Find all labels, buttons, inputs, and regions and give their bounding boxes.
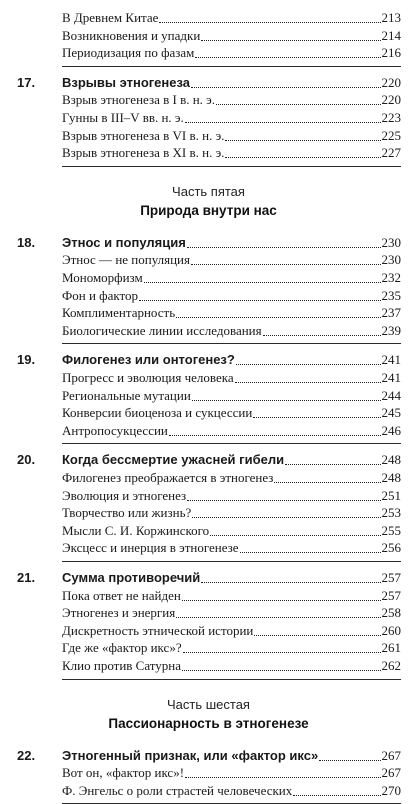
entry-title: Творчество или жизнь? <box>62 505 192 521</box>
toc-entry-row[interactable] <box>0 782 417 800</box>
entry-line <box>62 639 401 657</box>
chapter-title: Сумма противоречий <box>62 570 201 585</box>
entry-line <box>62 587 401 605</box>
entry-line <box>62 127 401 145</box>
entry-title: Дискретность этнической истории <box>62 622 254 638</box>
page-number: 262 <box>381 658 401 673</box>
page-number: 213 <box>381 10 401 25</box>
entry-line <box>62 469 401 487</box>
entry-title: Взрыв этногенеза в VI в. н. э. <box>62 127 225 143</box>
dot-leader <box>176 316 380 318</box>
entry-line <box>62 269 401 287</box>
chapter-number: 21. <box>17 570 36 585</box>
entry-title: Вот он, «фактор икс»! <box>62 765 185 781</box>
section-divider <box>62 166 401 167</box>
page-number: 267 <box>381 747 401 763</box>
dot-leader <box>319 759 380 761</box>
dot-leader <box>225 139 380 141</box>
dot-leader <box>253 416 380 418</box>
entry-title: В Древнем Китае <box>62 10 159 25</box>
dot-leader <box>182 669 380 671</box>
chapter-number: 20. <box>17 452 36 468</box>
dot-leader <box>195 56 380 58</box>
part-title: Природа внутри нас <box>140 202 277 218</box>
toc-entry-row[interactable] <box>0 144 417 162</box>
chapter-title: Взрывы этногенеза <box>62 74 191 90</box>
toc-entry-row[interactable] <box>0 604 417 622</box>
dot-leader <box>192 516 380 518</box>
dot-leader <box>182 599 381 601</box>
dot-leader <box>201 39 380 41</box>
dot-leader <box>293 794 380 796</box>
section-divider <box>62 343 401 344</box>
toc-entry-row[interactable] <box>0 9 417 27</box>
toc-entry-row[interactable] <box>0 91 417 109</box>
page-number: 246 <box>381 422 401 438</box>
page-number: 256 <box>381 540 401 556</box>
section-divider <box>62 561 401 562</box>
entry-title: Взрыв этногенеза в XI в. н. э. <box>62 145 225 161</box>
chapter-number: 17. <box>17 74 36 90</box>
entry-line <box>62 782 401 800</box>
toc-chapter-row[interactable] <box>0 234 417 252</box>
entry-title: Этнос — не популяция <box>62 252 190 268</box>
chapter-line <box>62 569 401 587</box>
dot-leader <box>210 534 380 536</box>
page-number: 248 <box>381 452 401 468</box>
entry-line <box>62 504 401 522</box>
chapter-title: Этнос и популяция <box>62 234 186 250</box>
toc-chapter-row[interactable] <box>0 351 417 369</box>
dot-leader <box>176 616 380 618</box>
part-label: Часть пятая <box>172 183 245 199</box>
toc-entry-row[interactable] <box>0 587 417 605</box>
entry-line <box>62 91 401 109</box>
page-number: 235 <box>381 287 401 303</box>
entry-line <box>62 604 401 622</box>
entry-line <box>62 539 401 557</box>
dot-leader <box>187 499 380 501</box>
page-number: 244 <box>381 387 401 403</box>
chapter-line <box>62 234 401 252</box>
chapter-line <box>62 74 401 92</box>
entry-title: Возникновения и упадки <box>62 27 201 43</box>
toc-entry-row[interactable] <box>0 539 417 557</box>
entry-line <box>62 322 401 340</box>
toc-entry-row[interactable] <box>0 522 417 540</box>
page-number: 253 <box>381 505 401 521</box>
page-number: 255 <box>381 522 401 538</box>
entry-title: Где же «фактор икс»? <box>62 640 182 656</box>
entry-title: Фон и фактор <box>62 287 139 303</box>
toc-entry-row[interactable] <box>0 109 417 127</box>
toc-entry-row[interactable] <box>0 764 417 782</box>
dot-leader <box>139 299 380 301</box>
page-number: 214 <box>381 27 401 43</box>
entry-line <box>62 487 401 505</box>
entry-line <box>62 251 401 269</box>
dot-leader <box>235 381 381 383</box>
chapter-title: Филогенез или онтогенез? <box>62 352 235 368</box>
entry-title: Эксцесс и инерция в этногенезе <box>62 540 239 556</box>
page-number: 232 <box>381 270 401 285</box>
chapter-number: 19. <box>17 352 36 368</box>
entry-title: Комплиментарность <box>62 305 176 321</box>
entry-line <box>62 387 401 405</box>
page-number: 267 <box>381 765 401 781</box>
page-number: 230 <box>381 234 401 250</box>
dot-leader <box>254 634 380 636</box>
toc-entry-row[interactable] <box>0 322 417 340</box>
entry-title: Гунны в III–V вв. н. э. <box>62 110 184 125</box>
entry-title: Периодизация по фазам <box>62 45 195 61</box>
toc-entry-row[interactable] <box>0 404 417 422</box>
dot-leader <box>274 481 380 483</box>
entry-title: Биологические линии исследования <box>62 322 262 338</box>
entry-title: Антропосукцессии <box>62 422 168 438</box>
dot-leader <box>169 434 381 436</box>
page-number: 245 <box>381 405 401 421</box>
entry-title: Мономорфизм <box>62 270 143 285</box>
toc-entry-row[interactable] <box>0 387 417 405</box>
page-number: 248 <box>381 470 401 485</box>
page-number: 216 <box>381 45 401 61</box>
page-number: 225 <box>381 127 401 143</box>
toc-chapter-row[interactable] <box>0 569 417 587</box>
dot-leader <box>144 281 381 283</box>
toc-entry-row[interactable] <box>0 622 417 640</box>
toc-entry-row[interactable] <box>0 127 417 145</box>
entry-title: Региональные мутации <box>62 387 191 403</box>
dot-leader <box>191 86 380 88</box>
toc-entry-row[interactable] <box>0 304 417 322</box>
page-number: 258 <box>381 605 401 621</box>
page-number: 223 <box>381 110 401 125</box>
part-title: Пассионарность в этногенезе <box>108 715 309 731</box>
toc-entry-row[interactable] <box>0 44 417 62</box>
entry-title: Прогресс и эволюция человека <box>62 370 234 385</box>
entry-title: Ф. Энгельс о роли страстей человеческих <box>62 782 293 798</box>
toc-entry-row[interactable] <box>0 27 417 45</box>
toc-entry-row[interactable] <box>0 251 417 269</box>
entry-line <box>62 27 401 45</box>
dot-leader <box>263 334 381 336</box>
toc-entry-row[interactable] <box>0 269 417 287</box>
page-number: 260 <box>381 622 401 638</box>
page-number: 251 <box>381 487 401 503</box>
entry-line <box>62 44 401 62</box>
dot-leader <box>285 463 380 465</box>
entry-line <box>62 304 401 322</box>
toc-entry-row[interactable] <box>0 639 417 657</box>
toc-entry-row[interactable] <box>0 504 417 522</box>
toc-entry-row[interactable] <box>0 487 417 505</box>
entry-line <box>62 764 401 782</box>
dot-leader <box>185 776 380 778</box>
toc-entry-row[interactable] <box>0 469 417 487</box>
entry-line <box>62 287 401 305</box>
toc-chapter-row[interactable] <box>0 747 417 765</box>
entry-title: Мысли С. И. Коржинского <box>62 522 210 538</box>
entry-title: Взрыв этногенеза в I в. н. э. <box>62 92 216 108</box>
entry-title: Эволюция и этногенез <box>62 487 187 503</box>
page-number: 241 <box>381 370 401 385</box>
toc-chapter-row[interactable] <box>0 451 417 469</box>
dot-leader <box>159 21 380 23</box>
toc-chapter-row[interactable] <box>0 74 417 92</box>
chapter-number: 18. <box>17 234 36 250</box>
page-number: 220 <box>381 92 401 108</box>
section-divider <box>62 66 401 67</box>
page-number: 230 <box>381 252 401 268</box>
dot-leader <box>201 581 380 583</box>
entry-line <box>62 422 401 440</box>
dot-leader <box>225 156 380 158</box>
entry-line <box>62 144 401 162</box>
dot-leader <box>192 399 381 401</box>
chapter-title: Когда бессмертие ужасней гибели <box>62 452 285 468</box>
dot-leader <box>183 651 381 653</box>
chapter-line <box>62 351 401 369</box>
page-number: 239 <box>381 322 401 338</box>
dot-leader <box>216 103 380 105</box>
entry-line <box>62 404 401 422</box>
page-number: 270 <box>381 782 401 798</box>
toc-entry-row[interactable] <box>0 369 417 387</box>
entry-line <box>62 657 401 675</box>
toc-entry-row[interactable] <box>0 422 417 440</box>
section-divider <box>62 679 401 680</box>
page-number: 227 <box>381 145 401 161</box>
dot-leader <box>185 121 381 123</box>
page-number: 220 <box>381 74 401 90</box>
entry-title: Филогенез преображается в этногенез <box>62 470 274 485</box>
page-number: 257 <box>381 570 401 585</box>
chapter-title: Этногенный признак, или «фактор икс» <box>62 747 319 763</box>
page-number: 261 <box>381 640 401 656</box>
section-divider <box>62 443 401 444</box>
page-number: 257 <box>381 587 401 603</box>
part-label: Часть шестая <box>167 696 250 712</box>
entry-line <box>62 622 401 640</box>
entry-title: Конверсии биоценоза и сукцессии <box>62 405 253 421</box>
page-number: 237 <box>381 305 401 321</box>
entry-line <box>62 522 401 540</box>
entry-title: Клио против Сатурна <box>62 658 182 673</box>
entry-title: Пока ответ не найден <box>62 587 181 603</box>
page-number: 241 <box>381 352 401 368</box>
dot-leader <box>240 551 381 553</box>
chapter-line <box>62 451 401 469</box>
chapter-number: 22. <box>17 747 36 763</box>
toc-entry-row[interactable] <box>0 287 417 305</box>
entry-line <box>62 9 401 27</box>
entry-title: Этногенез и энергия <box>62 605 176 621</box>
entry-line <box>62 369 401 387</box>
toc-entry-row[interactable] <box>0 657 417 675</box>
entry-line <box>62 109 401 127</box>
dot-leader <box>236 363 381 365</box>
dot-leader <box>187 246 381 248</box>
chapter-line <box>62 747 401 765</box>
dot-leader <box>191 263 381 265</box>
